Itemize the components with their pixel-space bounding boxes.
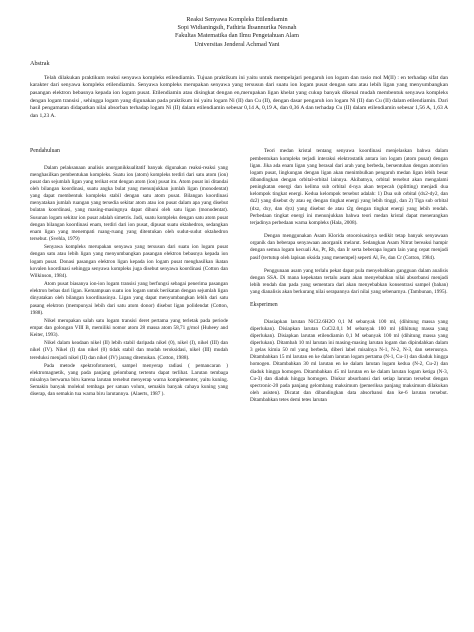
paragraph: Dengan menggunakan Asam Klorida otooroisasinya sedikit tetap banyak senyawaan organik dan beberapa senyawaan anorganik melarut. Sedangkan Asam Nitrat bereaksi hampir dengan semua logam kecuali Au, Pt, Rh, dan Ir serta beberapa logam lain yang cepat menjadi pasif (tertutup oleh lapisan oksida yang menempel) seperti Al, Fe, dan Cr (Cotton, 1984). <box>250 233 448 261</box>
paragraph: Pada metode spektrofotometri, sampel menyerap radiasi ( pemancaran ) elektromagnetik, yang pada panjang gelombang tertentu dapat terlihat. Larutan tembaga misalnya berwarna biru karena larutan tersebut menyerap warna komplementer, yaitu kuning. Semakin banyak molekul tembaga per satuan volum, semakin banyak cahaya kuning yang diserap, dan semakin tua warna biru larutannya. (Alaerts, 1987 ). <box>30 362 228 398</box>
paragraph: Penggunaan asam yang terlalu pekat dapat pula menyebabkan gangguan dalam analisis dengan SSA. Di mana kepekatan tertalu asam akan menyebabkan nilai absorbansi menjadi lebih rendah dan pada yang sementara dari akan menyebabkan konsentrasi sampel (bahan) yang dianalisis akan berkurang nilai serapannya dari nilai yang sebenarnya. (Tambunan, 1995). <box>250 267 448 296</box>
two-column-body <box>30 148 448 404</box>
section-heading-pendahuluan: Pendahuluan <box>30 148 60 155</box>
abstract-body: Telah dilakukan praktikum reaksi senyawa kompleks etilendiamin. Tujuan praktikum ini yaitu untuk mempelajari pengaruh ion logam dan rasio mol M(II) : en terhadap sifat dan karakter dari senyawa kompleks etilendiamin. Senyawa kompleks merupakan senyawa yang tersusun dari suatu ion logam pusat dengan satu atau lebih ligan yang menyumbangkan pasangan elektron bebasnya kepada ion logam pusat. Etilendiamin atau disingkat dengan en,merupakan ligan khelat yang cukup banyak dikenal mudah membentuk senyawa kompleks dengan logam transisi , sehingga logam yang digunakan pada praktikum ini yaitu logam Ni (II) dan Cu (II), dengan dasar pengaruh ion logam Ni (II) dan Cu (II) dalam etilendiamin. Dari hasil pengamatan didapatkan nilai absorban terhadap logam Ni (II) dalam etilendiamin sebesar 0,14 A, 0,19 A, dan 0,36 A dan terhadap Cu (II) dalam etilendiamin sebesar 1,56 A, 1,63 A dan 1,23 A. <box>30 74 448 119</box>
title-block <box>22 16 452 49</box>
paper-title: Reaksi Senyawa Kompleks Etilendiamin <box>186 16 288 23</box>
paragraph: Nikel merupakan salah satu logam transisi deret pertama yang terletak pada periode empat dan golongan VIII B, memiliki nomor atom 28 massa atom 58,71 g/mol (Huheey and Keiter, 1993). <box>30 317 228 339</box>
paragraph: Atom pusat biasanya ion-ion logam transisi yang berfungsi sebagai penerima pasangan elektron bebas dari ligan. Kemampuan suatu ion logam untuk berikatan dengan sejumlah ligan dinyatakan oleh bilangan koordinasinya. Ligan yang dapat menyumbangkan lebih dari satu pasang elektron (mempunyai lebih dari satu atom donor) disebut ligan polidendat (Cotton, 1988). <box>30 281 228 316</box>
faculty: Fakultas Matematika dan Ilmu Pengetahuan Alam <box>175 32 299 40</box>
paragraph: Nikel dalam keadaan nikel (II) lebih stabil daripada nikel (0), nikel (I), nikel (III) dan nikel (IV). Nikel (I) dan nikel (0) tidak stabil dan mudah teroksidasi, nikel (III) mudah tereduksi menjadi nikel (II) dan nikel (IV) jarang ditemukan. (Cotton, 1988). <box>30 340 228 361</box>
paragraph: Dalam pelaksanaan analisis anorganikkualitatif banyak digunakan reaksi-reaksi yang menghasilkan pembentukan kompleks. Suatu ion (atom) kompleks terdiri dari satu atom (ion) pusat dan sejumlah ligan yang terikat erat dengan atom (ion) pusat itu. Atom pusat ini ditandai oleh bilangan koordinasi, suatu angka bulat yang menunjukkan jumlah ligan (monodentat) yang dapat membentuk kompleks stabil dengan satu atom pusat. Bilangan koordinasi menyatakan jumlah ruangan yang tersedia sekitar atom atau ion pusat dalam apa yang disebut bulatan koordinasi, yang masing-masingnya dapat dihuni oleh satu ligan (monodentat). Susunan logam sekitar ion pusat adalah simetris. Jadi, suatu kompleks dengan satu atom pusat dengan bilangan koordinasi enam, terdiri dari ion pusat, dipusat suatu oktahedron, sedangkan enam ligan yang menempati ruang-ruang yang ditentukan oleh sudut-sudut oktahedron tersebut. (Svehla, 1979) <box>30 164 228 243</box>
right-column <box>250 148 448 404</box>
left-column <box>30 148 228 404</box>
paragraph: Senyawa kompleks merupakan senyawa yang tersusun dari suatu ion logam pusat dengan satu atau lebih ligan yang menyumbangkan pasangan elektron bebasnya kepada ion logam pusat. Donasi pasangan elektron ligan kepada ion logam pusat menghasilkan ikatan kovalen koordinasi sehingga senyawa kompleks juga disebut senyawa koordinasi (Cotton dan Wilkinson, 1984). <box>30 244 228 279</box>
paragraph: Teori medan kristal tentang senyawa koordinasi menjelaskan bahwa dalam pembentukan kompleks terjadi interaksi elektrostatik antara ion logam (atom pusat) dengan ligan. Jika ada enam ligan yang berasal dari arah yang berbeda, bersentuhan dengan atom/ion logam pusat, lingkungan dengan ligan akan menimbulkan pengaruh medan ligan lebih besar dibandingkan dengan orbital-orbital lainnya. Akibatnya, orbital tersebut akan mengalami peningkatan energi dan kelima sub orbital d-nya akan terpecah (splitting) menjadi dua kelompok tingkat energi. Kedua kelompok tersebut adalah: 1) Dua sub orbital (dx2-dy2, dan dz2) yang disebut dy atau eg dengan tingkat energi yang lebih tinggi, dan 2) Tiga sub orbital (dxz, dxy, dan dyz) yang disebut de atau t2g dengan tingkat energi yang lebih rendah. Perbedaan tingkat energi ini menunjukkan bahwa teori medan kristal dapat menerangkan terjadinya perbedaan warna kompleks (Hala, 2008). <box>250 148 448 226</box>
paragraph: Diasiapkan larutan NiCl2.6H2O 0,1 M sebanyak 100 ml, (dihitung massa yang diperlukan). Disiapkan larutan CuCl2.0,1 M sebanyak 100 ml (dihitung massa yang diperlukan). Disiapkan larutan etilendiamin 0,1 M sebanyak 100 ml (dihitung massa yang diperlukan). Ditambah 10 ml larutan ini masing-masing larutan logam dan dipindahkan dalam 3 gelas kimia 50 ml yang berbeda, diberi label misalnya N-1, N-2, N-3, dan seterusnya. Ditambahkan 15 ml larutan en ke dalam larutan logam pertama (N-1, Cu-1) dan diaduk hingga homogen. Ditambahkan 30 ml larutan en ke dalam larutan logam kedua (N-2, Cu-2) dan diaduk hingga homogen. Ditambahkan 45 ml larutan en ke dalam larutan logam ketiga (N-3, Cu-3) dan diaduk hingga homogen. Diukur absorbansi dari setiap larutan tersebut dengan spectronic-20 pada panjang gelombang maksimum (pemeriksa panjang maksimum dilakukan oleh asisten). Dicatat dan dibandingkan data absorbansi dan ke-6 larutan tersebut. Ditambahkan tetes demi tetes larutan <box>250 318 448 404</box>
authors: Sopi Widianingsih, Fathiria Ihsannurika Nesnah <box>177 24 297 32</box>
university: Universitas Jenderal Achmad Yani <box>194 40 280 48</box>
abstract-heading: Abstrak <box>30 59 50 67</box>
section-heading-eksperimen: Eksperimen <box>250 302 278 309</box>
